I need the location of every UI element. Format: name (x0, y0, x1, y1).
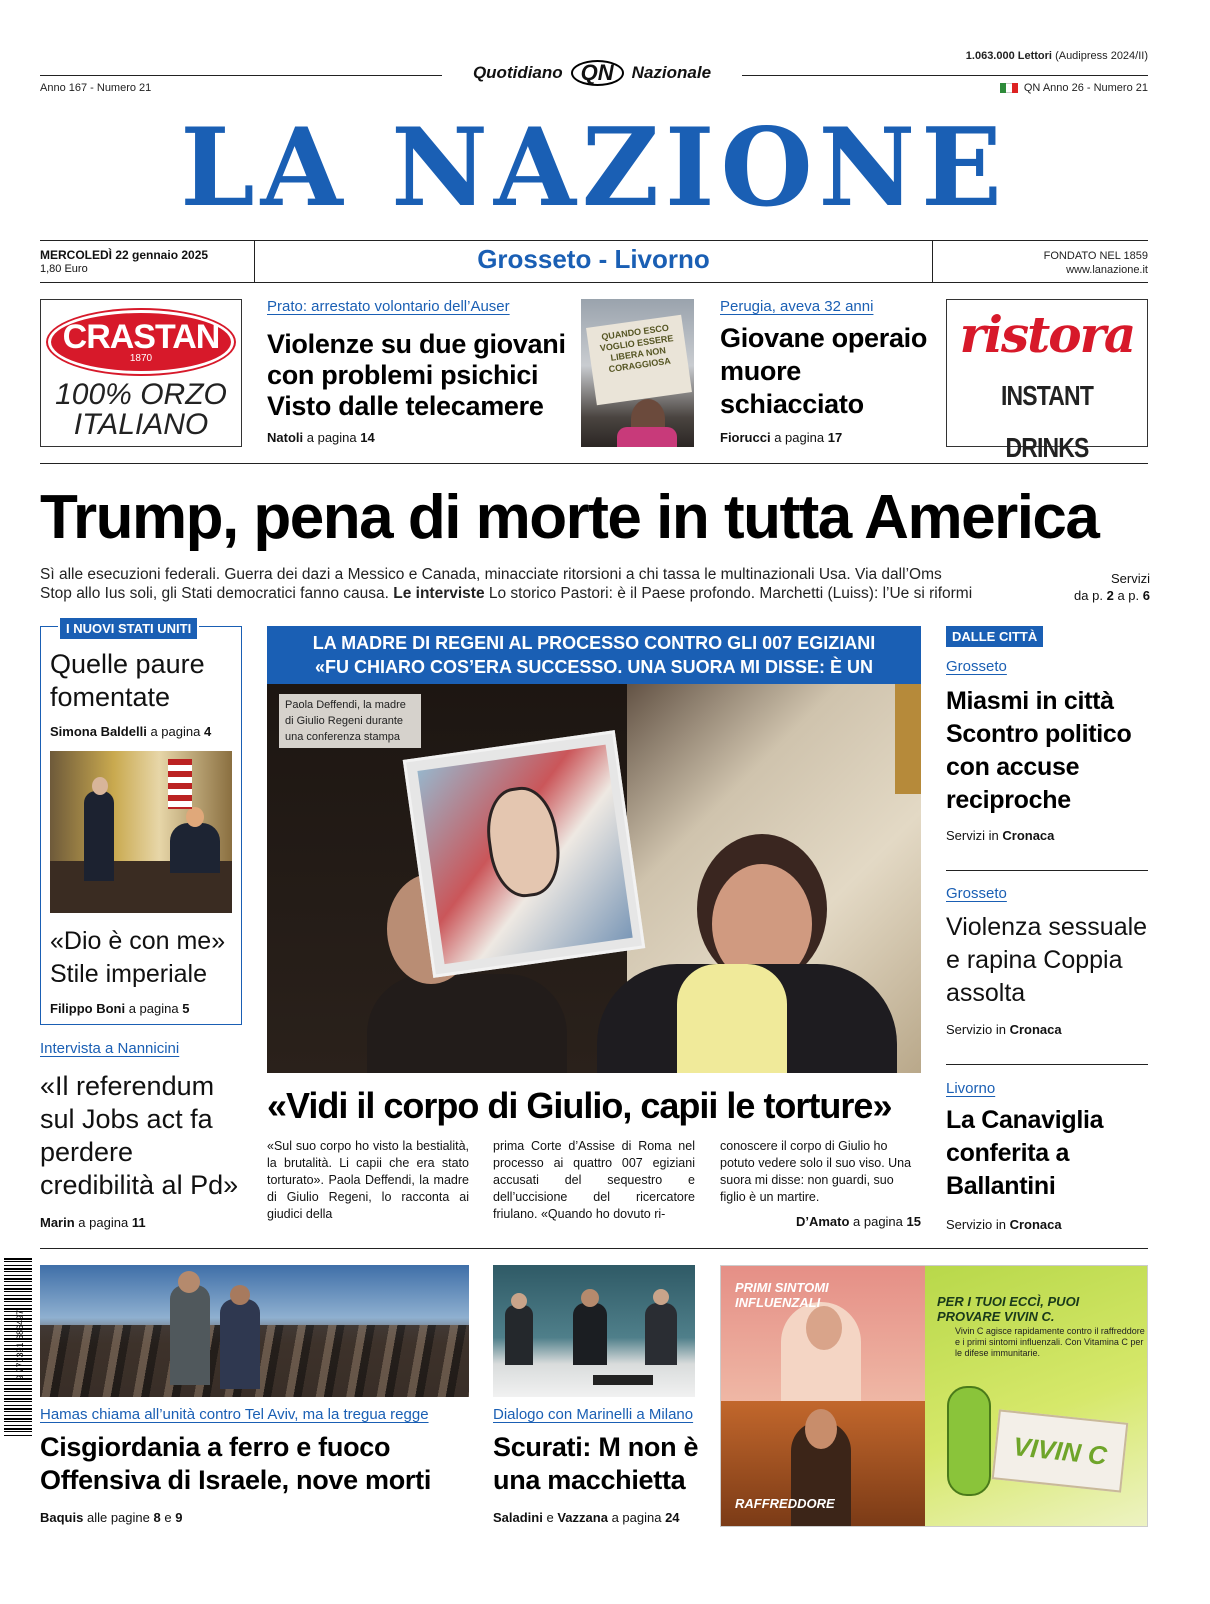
regeni-banner: LA MADRE DI REGENI AL PROCESSO CONTRO GLI 007 EGIZIANI «FU CHIARO COS’ERA SUCCESSO. UNA SUORA MI DISSE: È UN (267, 626, 921, 684)
story-headline[interactable]: Quelle paure fomentate (50, 649, 205, 712)
story-headline[interactable]: La Canaviglia conferita a Ballantini (946, 1106, 1104, 1200)
qn-left-label: Quotidiano (472, 63, 563, 82)
story-kicker[interactable]: Grosseto (946, 658, 1007, 675)
west-bank-photo (40, 1265, 469, 1397)
website-link[interactable]: www.lanazione.it (1066, 264, 1148, 276)
story-byline: Fiorucci a pagina 17 (720, 430, 843, 445)
story-byline: Filippo Boni a pagina 5 (50, 1001, 190, 1016)
crastan-ad[interactable]: CRASTAN 1870 100% ORZO ITALIANO (40, 299, 242, 447)
story-byline: Marin a pagina 11 (40, 1215, 146, 1230)
newspaper-title[interactable]: LA NAZIONE (180, 105, 1008, 231)
section-tag: DALLE CITTÀ (946, 626, 1043, 647)
vivin-c-ad[interactable]: PRIMI SINTOMI INFLUENZALI RAFFREDDORE PER I TUOI ECCÌ, PUOI PROVARE VIVIN C. Vivin C agisce rapidamente contro il raffreddore e i primi sintomi influenzali. Con Vitamina C per le difese immunitarie. VIVIN C (720, 1265, 1148, 1527)
story-kicker[interactable]: Grosseto (946, 885, 1007, 902)
photo-caption: Paola Deffendi, la madre di Giulio Regeni durante una conferenza stampa (279, 694, 421, 748)
story-byline: Natoli a pagina 14 (267, 430, 375, 445)
story-kicker[interactable]: Livorno (946, 1080, 996, 1097)
founded-label: FONDATO NEL 1859 (1043, 250, 1148, 262)
issue-price: 1,80 Euro (40, 263, 88, 275)
oval-office-photo (50, 751, 232, 913)
lead-summary: Sì alle esecuzioni federali. Guerra dei dazi a Messico e Canada, minacciate ritorsioni a chi tassa le multinazionali Usa. Via dall’Oms Stop allo Ius soli, gli Stati democratici fanno causa. Le interviste Lo storico Pastori: è il Paese profondo. Marchetti (Luiss): l’Ue si riformi (40, 566, 973, 602)
readers-note: (Audipress 2024/II) (1055, 50, 1148, 62)
issue-left: Anno 167 - Numero 21 (40, 82, 152, 94)
story-headline[interactable]: Giovane operaio muore schiacciato (720, 323, 928, 419)
section-tag: I NUOVI STATI UNITI (58, 616, 199, 641)
story-byline: Baquis alle pagine 8 e 9 (40, 1510, 183, 1525)
scurati-photo (493, 1265, 695, 1397)
lead-pages: Servizi da p. 2 a p. 6 (1074, 571, 1150, 603)
story-kicker[interactable]: Perugia, aveva 32 anni (720, 298, 874, 315)
story-byline: Servizio in Cronaca (946, 1022, 1062, 1037)
story-headline[interactable]: Cisgiordania a ferro e fuoco Offensiva di Israele, nove morti (40, 1432, 432, 1495)
story-kicker[interactable]: Hamas chiama all’unità contro Tel Aviv, ma la tregua regge (40, 1406, 429, 1423)
italy-flag-icon (1000, 83, 1018, 93)
story-headline[interactable]: «Il referendum sul Jobs act fa perdere credibilità al Pd» (40, 1071, 239, 1200)
issue-date: MERCOLEDÌ 22 gennaio 2025 (40, 248, 209, 262)
lead-headline[interactable]: Trump, pena di morte in tutta America (40, 483, 1099, 552)
qn-right-label: Nazionale (631, 63, 712, 82)
regeni-photo (267, 684, 921, 1073)
qn-logo: QN (571, 60, 624, 86)
edition-label: Grosseto - Livorno (477, 244, 710, 274)
article-column: «Sul suo corpo ho visto la bestialità, la brutalità. Li capii che era stato torturato». Paola Deffendi, la madre di Giulio Regeni, lo racconta ai giudici della (267, 1139, 469, 1221)
protest-sign: QUANDO ESCO VOGLIO ESSERE LIBERA NON CORAGGIOSA (586, 315, 692, 406)
readers-count: 1.063.000 Lettori (965, 50, 1052, 62)
story-byline: Servizio in Cronaca (946, 1217, 1062, 1232)
article-column: conoscere il corpo di Giulio ho potuto vedere solo il suo viso. Una suora mi disse: non guardi, suo figlio è un martire. (720, 1139, 912, 1204)
vivin-c-logo: VIVIN C (1011, 1430, 1109, 1471)
barcode-digits: 9 770391 686497 (15, 1309, 25, 1381)
story-headline[interactable]: Violenza sessuale e rapina Coppia assolta (946, 913, 1148, 1007)
story-headline[interactable]: Violenze su due giovani con problemi psichici Visto dalle telecamere (267, 329, 566, 421)
issue-right: QN Anno 26 - Numero 21 (1000, 82, 1148, 94)
story-byline: Saladini e Vazzana a pagina 24 (493, 1510, 680, 1525)
story-headline[interactable]: Miasmi in città Scontro politico con accuse reciproche (946, 687, 1132, 814)
story-byline: Servizi in Cronaca (946, 828, 1055, 843)
story-kicker[interactable]: Prato: arrestato volontario dell’Auser (267, 298, 510, 315)
article-column: prima Corte d’Assise di Roma nel processo ai quattro 007 egiziani accusati del sequestro e dell’uccisione del ricercatore friulano. «Quando ho dovuto ri- (493, 1139, 695, 1221)
regeni-headline[interactable]: «Vidi il corpo di Giulio, capii le torture» (267, 1085, 892, 1126)
qn-header (452, 60, 732, 86)
ristora-logo: ristora (959, 305, 1135, 364)
story-byline: Simona Baldelli a pagina 4 (50, 724, 212, 739)
story-kicker[interactable]: Dialogo con Marinelli a Milano (493, 1406, 694, 1423)
story-headline[interactable]: «Dio è con me» Stile imperiale (50, 927, 226, 988)
protest-photo (581, 299, 694, 447)
story-headline[interactable]: Scurati: M non è una macchietta (493, 1432, 699, 1495)
readership (966, 50, 1148, 62)
story-kicker[interactable]: Intervista a Nannicini (40, 1040, 180, 1057)
story-byline: D’Amato a pagina 15 (795, 1214, 921, 1229)
crastan-logo: CRASTAN (62, 318, 220, 356)
ristora-ad[interactable]: ristora INSTANT DRINKS (946, 299, 1148, 447)
